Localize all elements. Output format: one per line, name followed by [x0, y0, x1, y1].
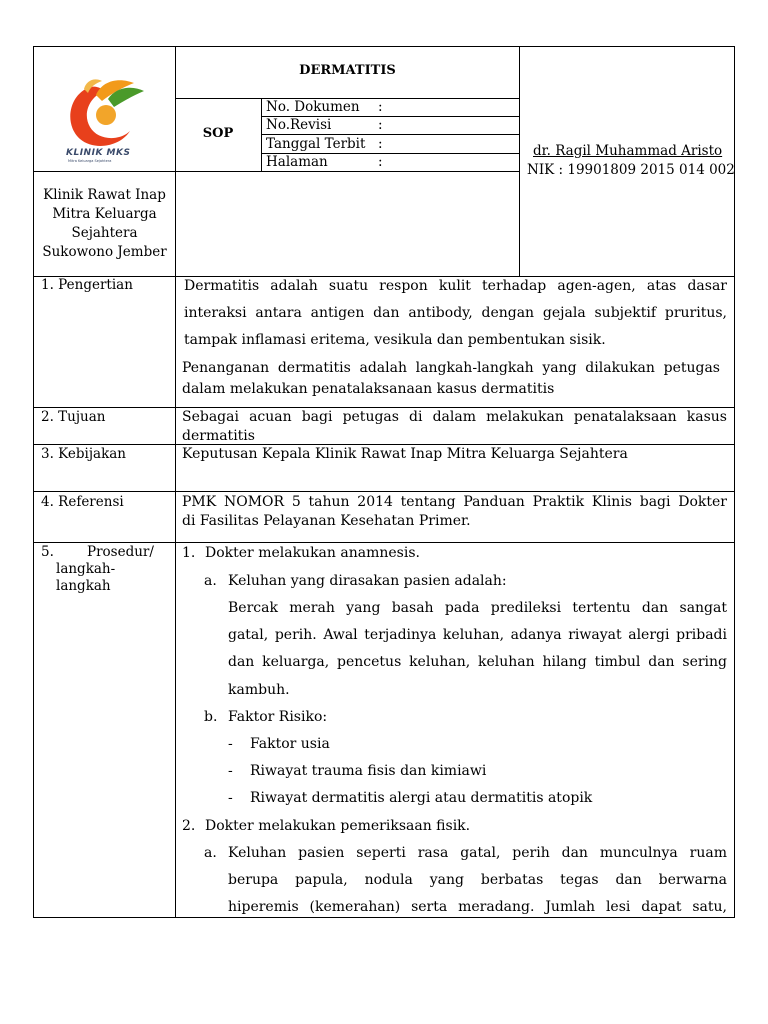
- row-divider: [33, 276, 735, 277]
- clinic-logo: [50, 73, 160, 165]
- clinic-line: Mitra Keluarga: [52, 206, 157, 222]
- logo-text: KLINIK MKS: [66, 148, 131, 158]
- doc-field-label: No. Dokumen: [266, 99, 360, 115]
- step-text: Dokter melakukan pemeriksaan fisik.: [205, 818, 471, 834]
- doc-field-label: Halaman: [266, 154, 328, 170]
- substep-line: Keluhan pasien seperti rasa gatal, perih dan munculnya ruam: [228, 845, 727, 861]
- sop-label: SOP: [202, 126, 234, 141]
- clinic-line: Klinik Rawat Inap: [43, 187, 166, 203]
- substep-line: gatal, perih. Awal terjadinya keluhan, adanya riwayat alergi pribadi: [228, 627, 727, 643]
- step-text: Dokter melakukan anamnesis.: [205, 545, 420, 561]
- pengertian-line: Penanganan dermatitis adalah langkah-langkah yang dilakukan petugas: [182, 360, 720, 376]
- sop-divider: [261, 98, 262, 172]
- substep-letter: a.: [204, 845, 217, 861]
- row-divider: [33, 542, 735, 543]
- tujuan-line: dermatitis: [182, 428, 255, 444]
- bullet-item: Riwayat dermatitis alergi atau dermatitis atopik: [250, 790, 593, 806]
- logo-subtext: Mitra Keluarga Sejahtera: [68, 159, 112, 163]
- label-prosedur-line: langkah: [56, 578, 111, 594]
- table-top-border: [33, 46, 735, 47]
- pengertian-line: tampak inflamasi eritema, vesikula dan pembentukan sisik.: [184, 332, 606, 348]
- substep-line: dan keluarga, pencetus keluhan, keluhan hilang timbul dan sering: [228, 654, 727, 670]
- doc-field-row-line: [261, 134, 520, 135]
- bullet-item: Riwayat trauma fisis dan kimiawi: [250, 763, 487, 779]
- label-referensi: 4. Referensi: [41, 494, 124, 510]
- doc-field-sep: :: [378, 99, 383, 115]
- doc-field-sep: :: [378, 154, 383, 170]
- label-prosedur-title: Prosedur/: [87, 544, 154, 560]
- table-left-border: [33, 46, 34, 918]
- doc-field-label: Tanggal Terbit: [266, 136, 366, 152]
- bullet-dash: -: [228, 763, 233, 779]
- step-number: 1.: [182, 545, 196, 561]
- bullet-item: Faktor usia: [250, 736, 330, 752]
- bullet-dash: -: [228, 790, 233, 806]
- signer-column-divider: [519, 46, 520, 277]
- label-column-divider: [175, 46, 176, 918]
- row-divider: [33, 491, 735, 492]
- substep-line: kambuh.: [228, 682, 290, 698]
- referensi-line: PMK NOMOR 5 tahun 2014 tentang Panduan Praktik Klinis bagi Dokter: [182, 494, 727, 510]
- doc-field-tanggal: [266, 136, 516, 153]
- doc-field-halaman: [266, 154, 516, 171]
- substep-letter: b.: [204, 709, 218, 725]
- pengertian-line: interaksi antara antigen dan antibody, dengan gejala subjektif pruritus,: [184, 305, 727, 321]
- substep-title: Keluhan yang dirasakan pasien adalah:: [228, 573, 507, 589]
- kebijakan-line: Keputusan Kepala Klinik Rawat Inap Mitra Keluarga Sejahtera: [182, 446, 628, 462]
- signer-nik: NIK : 19901809 2015 014 002: [527, 162, 735, 178]
- document-title: DERMATITIS: [299, 63, 396, 78]
- bullet-dash: -: [228, 736, 233, 752]
- label-tujuan: 2. Tujuan: [41, 409, 106, 425]
- pengertian-line: dalam melakukan penatalaksanaan kasus dermatitis: [182, 381, 555, 397]
- pengertian-line: Dermatitis adalah suatu respon kulit terhadap agen-agen, atas dasar: [184, 278, 727, 294]
- clinic-line: Sejahtera: [71, 225, 138, 241]
- doc-field-revisi: [266, 117, 516, 134]
- doc-field-sep: :: [378, 117, 383, 133]
- doc-field-label: No.Revisi: [266, 117, 332, 133]
- logo-divider: [33, 171, 176, 172]
- label-kebijakan: 3. Kebijakan: [41, 446, 127, 462]
- substep-letter: a.: [204, 573, 217, 589]
- doc-field-dokumen: [266, 99, 516, 116]
- step-number: 2.: [182, 818, 196, 834]
- table-bottom-border: [33, 917, 735, 918]
- substep-line: berupa papula, nodula yang berbatas tegas dan berwarna: [228, 872, 727, 888]
- substep-line: Bercak merah yang basah pada predileksi tertentu dan sangat: [228, 600, 727, 616]
- clinic-line: Sukowono Jember: [42, 244, 167, 260]
- substep-line: hiperemis (kemerahan) serta meradang. Jumlah lesi dapat satu,: [228, 899, 727, 915]
- clinic-name: [34, 186, 175, 262]
- label-pengertian: 1. Pengertian: [41, 277, 133, 293]
- label-prosedur-line: langkah-: [56, 561, 116, 577]
- doc-fields-bottom: [175, 171, 520, 172]
- tujuan-line: Sebagai acuan bagi petugas di dalam melakukan penatalaksaan kasus: [182, 409, 727, 425]
- substep-title: Faktor Risiko:: [228, 709, 328, 725]
- label-prosedur-num: 5.: [41, 544, 54, 560]
- doc-field-sep: :: [378, 136, 383, 152]
- referensi-line: di Fasilitas Pelayanan Kesehatan Primer.: [182, 513, 471, 529]
- signer-name: dr. Ragil Muhammad Aristo: [533, 143, 723, 159]
- row-divider: [33, 407, 735, 408]
